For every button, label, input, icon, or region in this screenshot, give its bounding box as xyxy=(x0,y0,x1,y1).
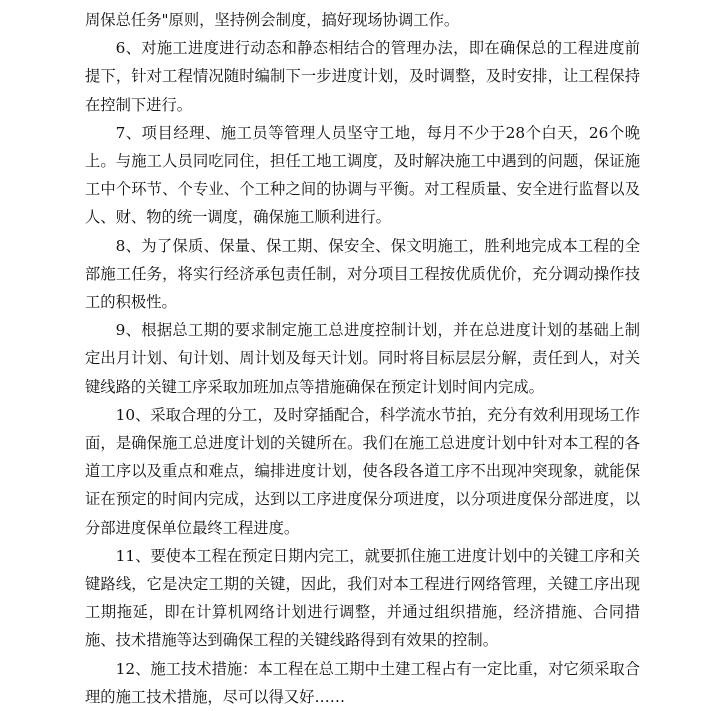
document-body xyxy=(85,6,640,711)
paragraph-continuation: 周保总任务"原则，坚持例会制度，搞好现场协调工作。 xyxy=(85,11,460,29)
paragraph-item-11: 11、要使本工程在预定日期内完工，就要抓住施工进度计划中的关键工序和关键路线，它是决定工期的关键，因此，我们对本工程进行网络管理，关键工序出现工期拖延，即在计算机网络计划进行调整，并通过组织措施，经济措施、合同措施、技术措施等达到确保工程的关键线路得到有效果的控制。 xyxy=(85,546,640,650)
paragraph-item-8: 8、为了保质、保量、保工期、保安全、保文明施工，胜利地完成本工程的全部施工任务，将实行经济承包责任制，对分项目工程按优质优价，充分调动操作技工的积极性。 xyxy=(85,236,640,312)
paragraph-item-10: 10、采取合理的分工，及时穿插配合，科学流水节拍，充分有效利用现场工作面，是确保施工总进度计划的关键所在。我们在施工总进度计划中针对本工程的各道工序以及重点和难点，编排进度计划，使各段各道工序不出现冲突现象，就能保证在预定的时间内完成，达到以工序进度保分项进度，以分项进度保分部进度，以分部进度保单位最终工程进度。 xyxy=(85,405,640,537)
paragraph-item-9: 9、根据总工期的要求制定施工总进度控制计划，并在总进度计划的基础上制定出月计划、旬计划、周计划及每天计划。同时将目标层层分解，责任到人，对关键线路的关键工序采取加班加点等措施确保在预定计划时间内完成。 xyxy=(85,321,640,396)
paragraph-item-6: 6、对施工进度进行动态和静态相结合的管理办法，即在确保总的工程进度前提下，针对工程情况随时编制下一步进度计划，及时调整，及时安排，让工程保持在控制下进行。 xyxy=(85,39,640,114)
paragraph-item-12: 12、施工技术措施：本工程在总工期中土建工程占有一定比重，对它须采取合理的施工技术措施，尽可以得又好…… xyxy=(85,659,640,706)
paragraph-item-7: 7、项目经理、施工员等管理人员坚守工地，每月不少于28个白天，26个晚上。与施工人员同吃同住，担任工地工调度，及时解决施工中遇到的问题，保证施工中个环节、个专业、个工种之间的协调与平衡。对工程质量、安全进行监督以及人、财、物的统一调度，确保施工顺利进行。 xyxy=(85,123,640,227)
